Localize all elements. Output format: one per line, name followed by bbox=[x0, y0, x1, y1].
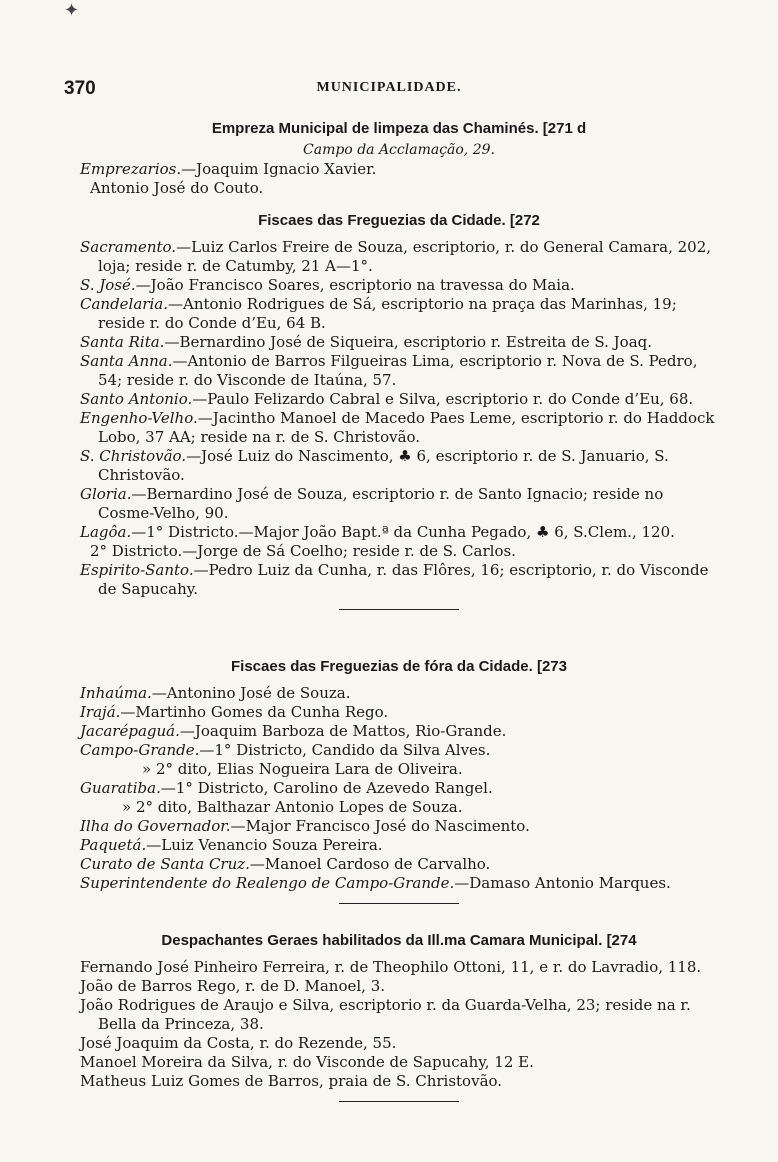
list-item: Emprezarios.—Joaquim Ignacio Xavier. bbox=[80, 160, 377, 178]
list-item: João Rodrigues de Araujo e Silva, escriptorio r. da Guarda-Velha, 23; reside na r. Bella da Princeza, 38. bbox=[80, 996, 691, 1033]
section-title: Empreza Municipal de limpeza das Chaminés. [271 d bbox=[211, 120, 587, 137]
section-title: Fiscaes das Freguezias de fóra da Cidade. [273 bbox=[231, 658, 567, 675]
section-city-parishes bbox=[80, 210, 718, 610]
section-ref: [272 bbox=[509, 212, 540, 229]
list-item: Espirito-Santo.—Pedro Luiz da Cunha, r. das Flôres, 16; escriptorio, r. do Visconde de Sapucahy. bbox=[80, 561, 709, 598]
list-item: Irajá.—Martinho Gomes da Cunha Rego. bbox=[80, 703, 389, 721]
list-item: Paquetá.—Luiz Venancio Souza Pereira. bbox=[80, 836, 383, 854]
list-item: Guaratiba.—1° Districto, Carolino de Azevedo Rangel. bbox=[80, 779, 493, 797]
section-title: Fiscaes das Freguezias da Cidade. [272 bbox=[258, 212, 540, 229]
list-item: Fernando José Pinheiro Ferreira, r. de Theophilo Ottoni, 11, e r. do Lavradio, 118. bbox=[80, 958, 702, 976]
section-divider bbox=[339, 609, 459, 610]
list-item: Lagôa.—1° Districto.—Major João Bapt.ª da Cunha Pegado, ♣ 6, S.Clem., 120. bbox=[80, 523, 675, 541]
list-item: Santa Rita.—Bernardino José de Siqueira, escriptorio r. Estreita de S. Joaq. bbox=[80, 333, 653, 351]
section-ref: [271 d bbox=[542, 120, 587, 137]
list-item: S. José.—João Francisco Soares, escriptorio na travessa do Maia. bbox=[80, 276, 575, 294]
list-item: Campo-Grande.—1° Districto, Candido da Silva Alves. bbox=[80, 741, 491, 759]
list-item: João de Barros Rego, r. de D. Manoel, 3. bbox=[80, 977, 386, 995]
list-item: Inhaúma.—Antonino José de Souza. bbox=[80, 684, 351, 702]
section-outer-parishes bbox=[80, 656, 718, 904]
ornament-mark: ✦ bbox=[64, 0, 80, 21]
list-item: Ilha do Governador.—Major Francisco José do Nascimento. bbox=[80, 817, 530, 835]
page-number: 370 bbox=[64, 78, 96, 99]
list-item: 2° Districto.—Jorge de Sá Coelho; reside r. de S. Carlos. bbox=[90, 542, 516, 560]
page-header bbox=[40, 78, 738, 100]
list-item: Engenho-Velho.—Jacintho Manoel de Macedo Paes Leme, escriptorio r. do Haddock Lobo, 37 AA; reside na r. de S. Christovão. bbox=[80, 409, 715, 446]
list-item: Matheus Luiz Gomes de Barros, praia de S. Christovão. bbox=[80, 1072, 503, 1090]
section-divider bbox=[339, 903, 459, 904]
list-item: Candelaria.—Antonio Rodrigues de Sá, escriptorio na praça das Marinhas, 19; reside r. do Conde d’Eu, 64 B. bbox=[80, 295, 677, 332]
list-item: Curato de Santa Cruz.—Manoel Cardoso de Carvalho. bbox=[80, 855, 491, 873]
list-item: Manoel Moreira da Silva, r. do Visconde de Sapucahy, 12 E. bbox=[80, 1053, 534, 1071]
list-item: Santa Anna.—Antonio de Barros Filgueiras Lima, escriptorio r. Nova de S. Pedro, 54; reside r. do Visconde de Itaúna, 57. bbox=[80, 352, 698, 389]
section-divider bbox=[339, 1101, 459, 1102]
section-subtitle: Campo da Acclamação, 29. bbox=[303, 142, 495, 158]
list-item: Superintendente do Realengo de Campo-Grande.—Damaso Antonio Marques. bbox=[80, 874, 671, 892]
list-item: Sacramento.—Luiz Carlos Freire de Souza, escriptorio, r. do General Camara, 202, loja; reside r. de Catumby, 21 A—1°. bbox=[80, 238, 712, 275]
list-item: Gloria.—Bernardino José de Souza, escriptorio r. de Santo Ignacio; reside no Cosme-Velho, 90. bbox=[80, 485, 664, 522]
section-ref: [273 bbox=[536, 658, 567, 675]
list-item: » 2° dito, Elias Nogueira Lara de Oliveira. bbox=[142, 760, 463, 778]
running-head: MUNICIPALIDADE. bbox=[316, 80, 462, 95]
section-ref: [274 bbox=[606, 932, 637, 949]
list-item: Jacarépaguá.—Joaquim Barboza de Mattos, Rio-Grande. bbox=[80, 722, 507, 740]
list-item: Santo Antonio.—Paulo Felizardo Cabral e Silva, escriptorio r. do Conde d’Eu, 68. bbox=[80, 390, 694, 408]
section-chimney-cleaning bbox=[80, 118, 718, 198]
section-general-dispatchers bbox=[80, 930, 718, 1102]
section-title: Despachantes Geraes habilitados da Ill.ma Camara Municipal. [274 bbox=[161, 932, 637, 949]
list-item: Antonio José do Couto. bbox=[90, 179, 264, 197]
list-item: José Joaquim da Costa, r. do Rezende, 55. bbox=[80, 1034, 397, 1052]
list-item: S. Christovão.—José Luiz do Nascimento, ♣ 6, escriptorio r. de S. Januario, S. Christovão. bbox=[80, 447, 669, 484]
list-item: » 2° dito, Balthazar Antonio Lopes de Souza. bbox=[122, 798, 463, 816]
